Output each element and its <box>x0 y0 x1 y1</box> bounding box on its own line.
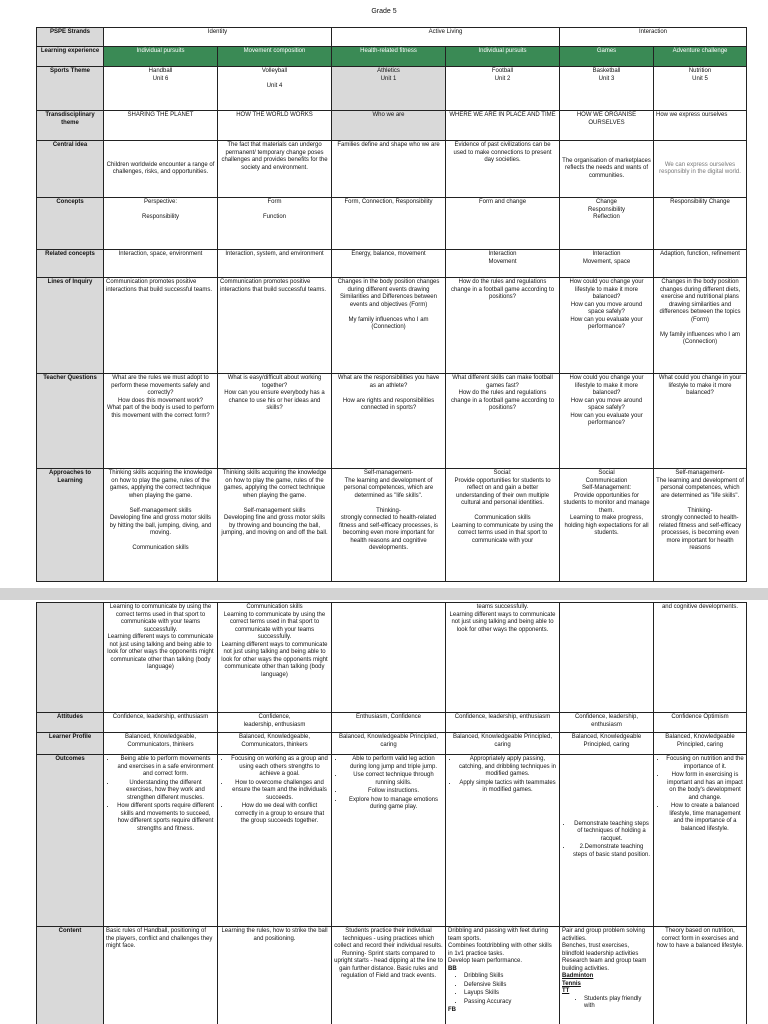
cell: Form, Connection, Responsibility <box>332 198 446 250</box>
sports-theme-row <box>37 67 747 111</box>
row-label: PSPE Strands <box>37 28 104 47</box>
document-page-2 <box>0 600 768 1024</box>
cell: Movement composition <box>218 47 332 67</box>
row-label: Related concepts <box>37 250 104 278</box>
cell: Confidence, leadership, enthusiasm <box>560 713 654 733</box>
row-label: Learning experience <box>37 47 104 67</box>
tt-label: TT <box>562 988 570 994</box>
cell: Balanced, Knowledgeable Principled, caring <box>654 733 747 755</box>
cell: The organisation of marketplaces reflects the needs and wants of communities. <box>560 141 654 198</box>
cell: Learning the rules, how to strike the ball and positioning. <box>218 927 332 1024</box>
cell: How do the rules and regulations change in a football game according to positions? <box>446 278 560 374</box>
row-label: Content <box>37 927 104 1024</box>
list-item: • Focusing on nutrition and the importance of it. <box>666 756 744 771</box>
cell: Theory based on nutrition, correct form in exercises and how to have a balanced lifestyle. <box>654 927 747 1024</box>
cell: Balanced, Knowledgeable, Communicators, thinkers <box>104 733 218 755</box>
content-col-4 <box>446 927 560 1024</box>
cell: Communication promotes positive interactions that build successful teams. <box>218 278 332 374</box>
cell: Nutrition Unit 5 <box>654 67 747 111</box>
cell: Basic rules of Handball, positioning of the players, conflict and challenges they might face. <box>104 927 218 1024</box>
cell: SHARING THE PLANET <box>104 111 218 141</box>
cell: The fact that materials can undergo permanent/ temporary change poses challenges and provides benefits for the society and environment. <box>218 141 332 198</box>
list-item: • Defensive Skills <box>464 982 557 990</box>
row-label: Central idea <box>37 141 104 198</box>
content-text: Dribbling and passing with feet during team sports. Combines footdribbling with other skills in 1v1 practice tasks. Develop team performance. <box>448 928 552 964</box>
badminton-label: Badminton <box>562 973 594 979</box>
content-row <box>37 927 747 1024</box>
outcomes-col-6 <box>654 755 747 927</box>
row-label: Teacher Questions <box>37 374 104 469</box>
attitudes-row <box>37 713 747 733</box>
cell: Basketball Unit 3 <box>560 67 654 111</box>
list-item: • How different sports require different skills and movements to succeed, how different sports require different strengths and fitness. <box>116 803 215 833</box>
list-item: • Follow instructions. <box>344 788 443 796</box>
cell: Change Responsibility Reflection <box>560 198 654 250</box>
row-label: Sports Theme <box>37 67 104 111</box>
cell: Self-management- The learning and development of personal competences, which are determined as "life skills". Thinking- strongly connected to health-related fitness and self-efficacy processes, is becoming even more important for health reasons and cognitive developments. <box>332 469 446 582</box>
cell: Energy, balance, movement <box>332 250 446 278</box>
central-idea-row <box>37 141 747 198</box>
cell: Adventure challenge <box>654 47 747 67</box>
cell: HOW WE ORGANISE OURSELVES <box>560 111 654 141</box>
list-item: • How to overcome challenges and ensure the team and the individuals succeeds. <box>230 780 329 803</box>
strand-interaction: Interaction <box>560 28 747 47</box>
list-item: • Understanding the different exercises, how they work and strengthen different muscles. <box>116 780 215 803</box>
row-label: Attitudes <box>37 713 104 733</box>
cell: Evidence of past civilizations can be used to make connections to present day societies. <box>446 141 560 198</box>
cell: Children worldwide encounter a range of challenges, risks, and opportunities. <box>104 141 218 198</box>
row-label: Concepts <box>37 198 104 250</box>
cell: Thinking skills acquiring the knowledge on how to play the game, rules of the games, applying the correct technique when playing the game. Self-management skills Developing fine and gross motor skills by hitting the ball, jumping, diving, and moving. Communication skills <box>104 469 218 582</box>
cell: How could you change your lifestyle to make it more balanced? How can you move around space safely? How can you evaluate your performance? <box>560 374 654 469</box>
list-item: • Apply simple tactics with teammates in modified games. <box>458 780 557 795</box>
list-item: • Being able to perform movements and exercises in a safe environment and correct form. <box>116 756 215 779</box>
row-label: Outcomes <box>37 755 104 927</box>
cell: How could you change your lifestyle to make it more balanced? How can you move around space safely? How can you evaluate your performance? <box>560 278 654 374</box>
content-col-5 <box>560 927 654 1024</box>
fb-label: FB <box>448 1007 456 1013</box>
cell: HOW THE WORLD WORKS <box>218 111 332 141</box>
cell: Volleyball Unit 4 <box>218 67 332 111</box>
strands-row <box>37 28 747 47</box>
cell: Self-management- The learning and development of personal competences, which are determined as "life skills". Thinking- strongly connected to health-related fitness and self-efficacy processes, is becoming even more important for health reasons <box>654 469 747 582</box>
cell: Interaction, system, and environment <box>218 250 332 278</box>
approaches-row <box>37 469 747 582</box>
cell: Confidence, leadership, enthusiasm <box>104 713 218 733</box>
curriculum-table-page-2 <box>36 602 747 1024</box>
cell: How we express ourselves <box>654 111 747 141</box>
cell: Balanced, Knowledgeable, Communicators, thinkers <box>218 733 332 755</box>
cell: Thinking skills acquiring the knowledge on how to play the game, rules of the games, applying the correct technique when playing the game. Self-management skills Developing fine and gross motor skills by throwing and bouncing the ball, jumping, and moving on and off the ball. <box>218 469 332 582</box>
cell: Communication promotes positive interactions that build successful teams. <box>104 278 218 374</box>
row-label-empty <box>37 603 104 713</box>
teacher-questions-row <box>37 374 747 469</box>
lines-of-inquiry-row <box>37 278 747 374</box>
cell: Communication skills Learning to communicate by using the correct terms used in that sport to communicate with your teams successfully. Learning different ways to communicate not just using talking and being able to look for other ways the opponents might communicate other than talking (body language) <box>218 603 332 713</box>
cell: and cognitive developments. <box>654 603 747 713</box>
row-label: Approaches to Learning <box>37 469 104 582</box>
row-label: Lines of Inquiry <box>37 278 104 374</box>
cell: Enthusiasm, Confidence <box>332 713 446 733</box>
list-item: • Appropriately apply passing, catching, and dribbling techniques in modified games. <box>458 756 557 779</box>
list-item: • How do we deal with conflict correctly in a group to ensure that the group succeeds together. <box>230 803 329 826</box>
cell: Interaction Movement, space <box>560 250 654 278</box>
cell: Confidence Optimism <box>654 713 747 733</box>
list-item: • 2.Demonstrate teaching steps of basic stand position. <box>572 844 651 859</box>
outcomes-col-2 <box>218 755 332 927</box>
list-item: • How to create a balanced lifestyle, time management and the importance of a balanced lifestyle. <box>666 803 744 833</box>
cell: What are the rules we must adopt to perform these movements safely and correctly? How does this movement work? What part of the body is used to perform this movement with the correct form? <box>104 374 218 469</box>
cell: Interaction, space, environment <box>104 250 218 278</box>
cell: Individual pursuits <box>104 47 218 67</box>
cell: Perspective: Responsibility <box>104 198 218 250</box>
list-item: • Focusing on working as a group and using each others strengths to achieve a goal. <box>230 756 329 779</box>
cell: Who we are <box>332 111 446 141</box>
related-concepts-row <box>37 250 747 278</box>
list-item: • How form in exercising is important and has an impact on the body's development and change. <box>666 772 744 802</box>
outcomes-row <box>37 755 747 927</box>
cell: Football Unit 2 <box>446 67 560 111</box>
outcomes-col-1 <box>104 755 218 927</box>
cell: What are the responsibilities you have as an athlete? How are rights and responsibilities connected in sports? <box>332 374 446 469</box>
list-item: • Passing Accuracy <box>464 999 557 1007</box>
transdisciplinary-row <box>37 111 747 141</box>
learner-profile-row <box>37 733 747 755</box>
cell: Balanced, Knowledgeable Principled, caring <box>446 733 560 755</box>
cell: teams successfully. Learning different ways to communicate not just using talking and being able to look for other ways the opponents. <box>446 603 560 713</box>
outcomes-col-4 <box>446 755 560 927</box>
cell: Interaction Movement <box>446 250 560 278</box>
cell: Students practice their individual techniques - using practices which collect and record their individual results. Running- Sprint starts compared to upright starts - head dipping at the line to gain further distance. Basic rules and regulation of Field and track events. <box>332 927 446 1024</box>
cell: What could you change in your lifestyle to make it more balanced? <box>654 374 747 469</box>
list-item: • Able to perform valid leg action during long jump and triple jump. <box>344 756 443 771</box>
concepts-row <box>37 198 747 250</box>
cell: Form Function <box>218 198 332 250</box>
cell: Social Communication Self-Management: Provide opportunities for students to monitor and manage them. Learning to make progress, holding high expectations for all students. <box>560 469 654 582</box>
curriculum-table-page-1 <box>36 27 747 582</box>
cell: We can express ourselves responsibly in the digital world. <box>654 141 747 198</box>
cell: Health-related fitness <box>332 47 446 67</box>
cell <box>332 603 446 713</box>
cell: Responsibility Change <box>654 198 747 250</box>
cell: Form and change <box>446 198 560 250</box>
list-item: • Use correct technique through running skills. <box>344 772 443 787</box>
cell: Social: Provide opportunities for students to reflect on and gain a better understanding of their own multiple cultural and personal identities. Communication skills Learning to communicate by using the correct terms used in that sport to communicate with your <box>446 469 560 582</box>
row-label: Learner Profile <box>37 733 104 755</box>
content-text: Pair and group problem solving activities. Benches, trust exercises, blindfold leadership activities Research team and group team building activities. <box>562 928 647 972</box>
list-item: • Dribbling Skills <box>464 973 557 981</box>
list-item: • Students play friendly with <box>584 996 651 1011</box>
grade-title: Grade 5 <box>371 8 397 15</box>
list-item: • Explore how to manage emotions during game play. <box>344 797 443 812</box>
cell: What is easy/difficult about working together? How can you ensure everybody has a chance to use his or her ideas and skills? <box>218 374 332 469</box>
list-item: • Demonstrate teaching steps of techniques of holding a racquet. <box>572 821 651 844</box>
cell: Learning to communicate by using the correct terms used in that sport to communicate with your teams successfully. Learning different ways to communicate not just using talking and being able to look for other ways the opponents might communicate other than talking (body language) <box>104 603 218 713</box>
cell: Adaption, function, refinement <box>654 250 747 278</box>
row-label: Transdisciplinary theme <box>37 111 104 141</box>
cell: Individual pursuits <box>446 47 560 67</box>
cell: Athletics Unit 1 <box>332 67 446 111</box>
cell: Confidence, leadership, enthusiasm <box>218 713 332 733</box>
learning-experience-row <box>37 47 747 67</box>
bb-label: BB <box>448 965 457 972</box>
cell: Families define and shape who we are <box>332 141 446 198</box>
cell: Games <box>560 47 654 67</box>
cell: Handball Unit 6 <box>104 67 218 111</box>
cell: Changes in the body position changes during different events drawing Similarities and Differences between events and objectives (Form) My family influences who I am (Connection) <box>332 278 446 374</box>
outcomes-col-3 <box>332 755 446 927</box>
strand-active-living: Active Living <box>332 28 560 47</box>
outcomes-col-5 <box>560 755 654 927</box>
tennis-label: Tennis <box>562 980 581 987</box>
cell: Confidence, leadership, enthusiasm <box>446 713 560 733</box>
list-item: • Layups Skills <box>464 990 557 998</box>
cell: What different skills can make football games fast? How do the rules and regulations change in a football game according to positions? <box>446 374 560 469</box>
cell: WHERE WE ARE IN PLACE AND TIME <box>446 111 560 141</box>
cell: Changes in the body position changes during different diets, exercise and nutritional plans drawing similarities and differences between the topics (Form) My family influences who I am (Connection) <box>654 278 747 374</box>
cell: Balanced, Knowledgeable Principled, caring <box>560 733 654 755</box>
approaches-continued-row <box>37 603 747 713</box>
strand-identity: Identity <box>104 28 332 47</box>
cell <box>560 603 654 713</box>
cell: Balanced, Knowledgeable Principled, caring <box>332 733 446 755</box>
